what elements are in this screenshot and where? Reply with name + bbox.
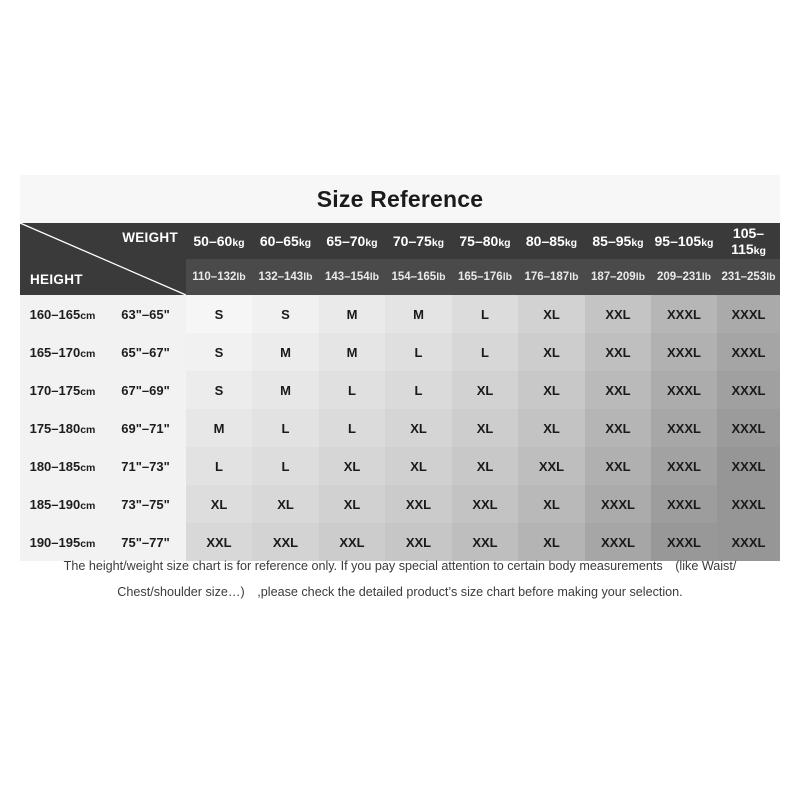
- table-row: [20, 409, 780, 447]
- size-cell: L: [319, 371, 385, 409]
- row-header-cm: 175–180cm: [20, 409, 105, 447]
- size-cell: XXXL: [717, 295, 780, 333]
- size-cell: XL: [452, 371, 518, 409]
- size-cell: XL: [186, 485, 252, 523]
- size-cell: M: [385, 295, 452, 333]
- size-cell: XXXL: [651, 333, 717, 371]
- size-cell: S: [186, 295, 252, 333]
- size-cell: XXXL: [651, 485, 717, 523]
- size-cell: XXL: [252, 523, 319, 561]
- size-cell: L: [186, 447, 252, 485]
- size-cell: XXL: [585, 447, 651, 485]
- table-row: [20, 371, 780, 409]
- row-header-cm: 160–165cm: [20, 295, 105, 333]
- col-header-kg: 65–70kg: [319, 223, 385, 259]
- col-header-kg: 105–115kg: [717, 223, 780, 259]
- size-cell: XXXL: [651, 409, 717, 447]
- col-header-kg: 75–80kg: [452, 223, 518, 259]
- row-header-cm: 180–185cm: [20, 447, 105, 485]
- size-cell: XL: [518, 333, 585, 371]
- size-cell: XXXL: [717, 333, 780, 371]
- size-cell: XL: [385, 447, 452, 485]
- col-header-kg: 95–105kg: [651, 223, 717, 259]
- col-header-lb: 110–132lb: [186, 259, 252, 295]
- size-cell: XL: [452, 409, 518, 447]
- size-cell: XL: [518, 409, 585, 447]
- row-header-in: 69"–71": [105, 409, 186, 447]
- size-cell: XXL: [585, 333, 651, 371]
- size-cell: L: [252, 409, 319, 447]
- col-header-lb: 154–165lb: [385, 259, 452, 295]
- size-cell: XXXL: [651, 371, 717, 409]
- size-cell: S: [186, 333, 252, 371]
- size-cell: XXXL: [651, 447, 717, 485]
- size-cell: XL: [385, 409, 452, 447]
- size-cell: L: [452, 333, 518, 371]
- col-header-kg: 50–60kg: [186, 223, 252, 259]
- row-header-cm: 165–170cm: [20, 333, 105, 371]
- size-cell: M: [252, 371, 319, 409]
- row-header-in: 73"–75": [105, 485, 186, 523]
- row-header-cm: 190–195cm: [20, 523, 105, 561]
- disclaimer-line-2: Chest/shoulder size…) ,please check the detailed product’s size chart before making your selection.: [117, 585, 683, 599]
- size-cell: L: [452, 295, 518, 333]
- size-cell: XXXL: [651, 523, 717, 561]
- disclaimer-note: [20, 553, 780, 605]
- size-cell: XL: [518, 485, 585, 523]
- row-header-in: 71"–73": [105, 447, 186, 485]
- disclaimer-line-1: The height/weight size chart is for reference only. If you pay special attention to certain body measurements (like Waist/: [63, 559, 737, 573]
- size-cell: XXL: [452, 485, 518, 523]
- size-cell: XXL: [585, 295, 651, 333]
- size-cell: XXXL: [717, 371, 780, 409]
- row-header-in: 63"–65": [105, 295, 186, 333]
- size-cell: L: [319, 409, 385, 447]
- size-cell: XL: [518, 295, 585, 333]
- table-header: [20, 223, 780, 295]
- table-body: [20, 295, 780, 561]
- size-cell: XXL: [319, 523, 385, 561]
- size-cell: M: [319, 333, 385, 371]
- table-row: [20, 447, 780, 485]
- size-cell: XXL: [585, 409, 651, 447]
- chart-container: [20, 175, 780, 561]
- row-header-cm: 170–175cm: [20, 371, 105, 409]
- row-header-in: 65"–67": [105, 333, 186, 371]
- size-cell: M: [319, 295, 385, 333]
- size-cell: S: [186, 371, 252, 409]
- size-cell: XXXL: [717, 409, 780, 447]
- size-cell: XL: [452, 447, 518, 485]
- size-cell: M: [186, 409, 252, 447]
- size-cell: XXL: [518, 447, 585, 485]
- page-title: Size Reference: [20, 175, 780, 223]
- size-cell: XXXL: [717, 447, 780, 485]
- row-header-in: 75"–77": [105, 523, 186, 561]
- col-header-kg: 80–85kg: [518, 223, 585, 259]
- col-header-lb: 143–154lb: [319, 259, 385, 295]
- size-cell: XL: [518, 371, 585, 409]
- col-header-kg: 60–65kg: [252, 223, 319, 259]
- axis-corner-cell: [20, 223, 186, 295]
- size-cell: XL: [319, 447, 385, 485]
- size-cell: XXL: [585, 371, 651, 409]
- col-header-kg: 70–75kg: [385, 223, 452, 259]
- height-axis-label: HEIGHT: [30, 272, 83, 287]
- size-cell: L: [385, 371, 452, 409]
- size-cell: XXL: [385, 485, 452, 523]
- col-header-lb: 231–253lb: [717, 259, 780, 295]
- col-header-kg: 85–95kg: [585, 223, 651, 259]
- size-cell: L: [252, 447, 319, 485]
- size-cell: XXXL: [717, 523, 780, 561]
- col-header-lb: 132–143lb: [252, 259, 319, 295]
- table-row: [20, 485, 780, 523]
- size-cell: XL: [319, 485, 385, 523]
- col-header-lb: 187–209lb: [585, 259, 651, 295]
- size-cell: M: [252, 333, 319, 371]
- table-row: [20, 333, 780, 371]
- size-cell: XL: [252, 485, 319, 523]
- col-header-lb: 209–231lb: [651, 259, 717, 295]
- row-header-in: 67"–69": [105, 371, 186, 409]
- size-cell: XXXL: [651, 295, 717, 333]
- size-cell: XXXL: [717, 485, 780, 523]
- size-cell: XXL: [186, 523, 252, 561]
- col-header-lb: 165–176lb: [452, 259, 518, 295]
- size-cell: XXXL: [585, 523, 651, 561]
- size-reference-table: [20, 223, 780, 561]
- table-row: [20, 295, 780, 333]
- col-header-lb: 176–187lb: [518, 259, 585, 295]
- size-cell: XXL: [385, 523, 452, 561]
- row-header-cm: 185–190cm: [20, 485, 105, 523]
- size-cell: XXXL: [585, 485, 651, 523]
- size-cell: S: [252, 295, 319, 333]
- weight-axis-label: WEIGHT: [122, 230, 178, 245]
- size-cell: L: [385, 333, 452, 371]
- size-cell: XL: [518, 523, 585, 561]
- size-cell: XXL: [452, 523, 518, 561]
